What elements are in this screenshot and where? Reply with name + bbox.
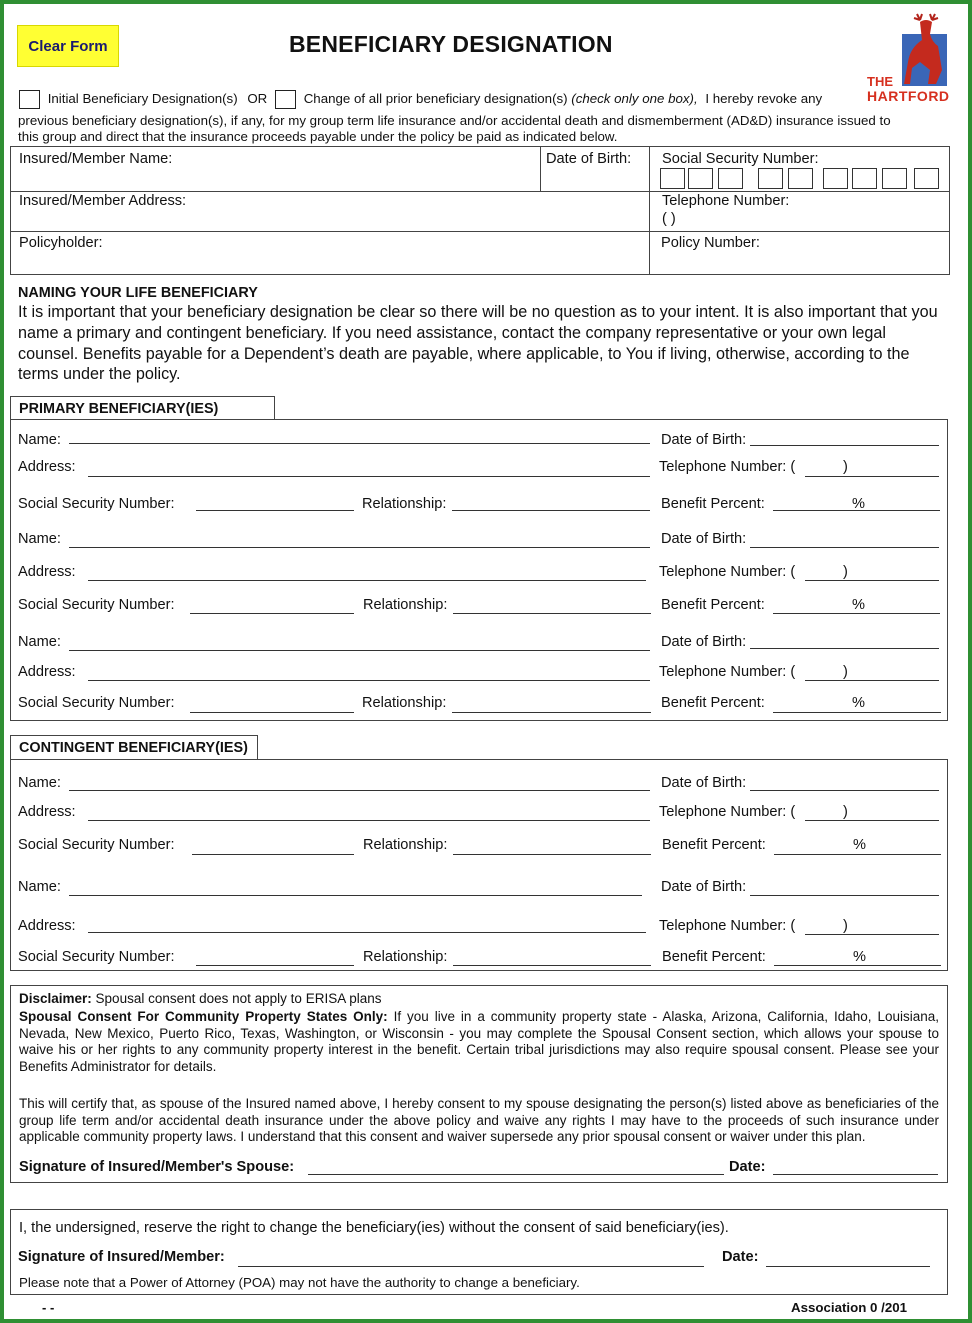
primary-2-dob-input[interactable]	[750, 547, 939, 548]
contingent-2-dob-input[interactable]	[750, 895, 939, 896]
contingent-1-ssn-label: Social Security Number:	[18, 837, 175, 853]
insured-divider-1	[10, 191, 950, 192]
logo-the: THE	[867, 74, 893, 89]
primary-1-relationship-input[interactable]	[452, 510, 650, 511]
primary-2-benefit-label: Benefit Percent:	[661, 597, 765, 613]
insured-phone-label: Telephone Number:	[662, 193, 790, 209]
primary-3-phone-close: )	[843, 664, 848, 680]
primary-3-relationship-label: Relationship:	[362, 695, 447, 711]
member-date-label: Date:	[722, 1249, 759, 1265]
primary-2-relationship-label: Relationship:	[363, 597, 448, 613]
clear-form-button[interactable]: Clear Form	[17, 25, 119, 67]
primary-3-phone-input[interactable]	[805, 680, 939, 681]
contingent-1-address-input[interactable]	[88, 820, 650, 821]
contingent-2-ssn-label: Social Security Number:	[18, 949, 175, 965]
contingent-2-benefit-input[interactable]	[774, 965, 941, 966]
primary-2-ssn-input[interactable]	[190, 613, 354, 614]
contingent-2-phone-close: )	[843, 918, 848, 934]
policyholder-label: Policyholder:	[19, 235, 103, 251]
primary-2-phone-close: )	[843, 564, 848, 580]
contingent-2-ssn-input[interactable]	[196, 965, 354, 966]
primary-2-ssn-label: Social Security Number:	[18, 597, 175, 613]
primary-3-name-label: Name:	[18, 634, 61, 650]
spousal-consent-label: Spousal Consent For Community Property States Only:	[19, 1009, 388, 1024]
member-signature-input[interactable]	[238, 1266, 704, 1267]
insured-vdivider-1	[540, 146, 541, 191]
primary-box	[10, 419, 948, 721]
primary-2-name-input[interactable]	[69, 547, 650, 548]
primary-1-dob-label: Date of Birth:	[661, 432, 747, 448]
spouse-signature-input[interactable]	[308, 1174, 724, 1175]
form-title: BENEFICIARY DESIGNATION	[289, 31, 613, 57]
primary-1-phone-label: Telephone Number: (	[659, 459, 796, 475]
spouse-signature-label: Signature of Insured/Member's Spouse:	[19, 1159, 295, 1175]
primary-1-phone-close: )	[843, 459, 848, 475]
logo-hartford: HARTFORD	[867, 88, 950, 104]
primary-2-dob-label: Date of Birth:	[661, 531, 747, 547]
contingent-1-address-label: Address:	[18, 804, 76, 820]
primary-1-address-label: Address:	[18, 459, 76, 475]
primary-2-relationship-input[interactable]	[453, 613, 651, 614]
change-designation-label: Change of all prior beneficiary designation(s)	[303, 91, 568, 107]
contingent-2-phone-input[interactable]	[805, 934, 939, 935]
primary-title: PRIMARY BENEFICIARY(IES)	[10, 396, 275, 420]
spousal-consent-paragraph	[19, 1009, 939, 1075]
contingent-1-dob-label: Date of Birth:	[661, 775, 747, 791]
primary-2-name-label: Name:	[18, 531, 61, 547]
check-note: (check only one box),	[571, 91, 698, 107]
primary-2-phone-label: Telephone Number: (	[659, 564, 796, 580]
primary-2-address-input[interactable]	[88, 580, 646, 581]
intro-line-2: previous beneficiary designation(s), if any, for my group term life insurance and/or accidental death and dismemberment (AD&D) insurance issued to	[18, 113, 891, 128]
member-signature-label: Signature of Insured/Member:	[18, 1249, 225, 1265]
contingent-2-benefit-label: Benefit Percent:	[662, 949, 766, 965]
primary-3-benefit-label: Benefit Percent:	[661, 695, 765, 711]
initial-designation-checkbox[interactable]	[19, 90, 40, 109]
primary-3-dob-input[interactable]	[750, 648, 939, 649]
designation-type-row	[19, 90, 822, 109]
contingent-2-percent: %	[853, 949, 866, 965]
ssn-box-3[interactable]	[718, 168, 743, 189]
insured-address-label: Insured/Member Address:	[19, 193, 187, 209]
spouse-date-label: Date:	[729, 1159, 766, 1175]
contingent-1-benefit-label: Benefit Percent:	[662, 837, 766, 853]
contingent-1-dob-input[interactable]	[750, 790, 939, 791]
insured-name-input[interactable]	[20, 158, 532, 186]
ssn-box-5[interactable]	[788, 168, 813, 189]
disclaimer-text: Spousal consent does not apply to ERISA plans	[91, 991, 382, 1006]
primary-1-address-input[interactable]	[88, 476, 650, 477]
primary-1-percent: %	[852, 496, 865, 512]
primary-2-phone-input[interactable]	[805, 580, 939, 581]
primary-1-benefit-label: Benefit Percent:	[661, 496, 765, 512]
revoke-text: I hereby revoke any	[705, 91, 823, 107]
primary-1-relationship-label: Relationship:	[362, 496, 447, 512]
member-date-input[interactable]	[766, 1266, 930, 1267]
intro-line-3: this group and direct that the insurance proceeds payable under the policy be paid as indicated below.	[18, 129, 618, 144]
contingent-2-phone-label: Telephone Number: (	[659, 918, 796, 934]
primary-3-address-input[interactable]	[88, 680, 650, 681]
primary-2-percent: %	[852, 597, 865, 613]
footer-form-code: Association 0 /201	[791, 1300, 908, 1315]
reserve-right-text: I, the undersigned, reserve the right to change the beneficiary(ies) without the consent of said beneficiary(ies).	[19, 1220, 729, 1236]
primary-1-name-input[interactable]	[69, 443, 650, 444]
ssn-box-9[interactable]	[914, 168, 939, 189]
insured-phone-parens: ( )	[662, 211, 676, 227]
primary-3-benefit-input[interactable]	[773, 712, 941, 713]
spouse-date-input[interactable]	[773, 1174, 938, 1175]
primary-1-dob-input[interactable]	[750, 445, 939, 446]
primary-3-address-label: Address:	[18, 664, 76, 680]
contingent-1-ssn-input[interactable]	[192, 854, 354, 855]
primary-1-ssn-input[interactable]	[196, 510, 354, 511]
or-label: OR	[247, 91, 268, 107]
contingent-1-relationship-input[interactable]	[453, 854, 651, 855]
ssn-box-6[interactable]	[823, 168, 848, 189]
contingent-1-percent: %	[853, 837, 866, 853]
primary-1-phone-input[interactable]	[805, 476, 939, 477]
insured-divider-2	[10, 231, 950, 232]
primary-1-name-label: Name:	[18, 432, 61, 448]
contingent-2-relationship-label: Relationship:	[363, 949, 448, 965]
ssn-box-4[interactable]	[758, 168, 783, 189]
ssn-box-2[interactable]	[688, 168, 713, 189]
naming-body: It is important that your beneficiary designation be clear so there will be no question as to your intent. It is also important that you name a primary and contingent beneficiary. If you need assistance, contact the company representative or your own legal counsel. Benefits payable for a Dependent’s death are payable, where applicable, to You if living, otherwise, according to the terms under the policy.	[18, 303, 938, 384]
contingent-2-name-input[interactable]	[69, 895, 642, 896]
contingent-1-phone-label: Telephone Number: (	[659, 804, 796, 820]
contingent-2-relationship-input[interactable]	[453, 965, 651, 966]
contingent-2-name-label: Name:	[18, 879, 61, 895]
policy-number-label: Policy Number:	[661, 235, 760, 251]
contingent-1-relationship-label: Relationship:	[363, 837, 448, 853]
footer-left: - -	[42, 1300, 55, 1315]
certify-paragraph: This will certify that, as spouse of the Insured named above, I hereby consent to my spouse designating the person(s) listed above as beneficiaries of the group life term and/or accidental death insurance under the above policy and waive any rights I may have to the proceeds of such insurance under applicable community property laws. I understand that this consent and waiver supersede any prior spousal consent or waiver under this plan.	[19, 1096, 939, 1144]
poa-note: Please note that a Power of Attorney (POA) may not have the authority to change a beneficiary.	[19, 1275, 580, 1290]
primary-3-name-input[interactable]	[69, 650, 650, 651]
change-designation-checkbox[interactable]	[275, 90, 296, 109]
primary-3-percent: %	[852, 695, 865, 711]
primary-2-address-label: Address:	[18, 564, 76, 580]
primary-3-relationship-input[interactable]	[452, 712, 651, 713]
primary-3-ssn-input[interactable]	[190, 712, 354, 713]
insured-ssn-label: Social Security Number:	[662, 151, 819, 167]
primary-3-phone-label: Telephone Number: (	[659, 664, 796, 680]
contingent-1-name-label: Name:	[18, 775, 61, 791]
primary-1-ssn-label: Social Security Number:	[18, 496, 175, 512]
ssn-box-8[interactable]	[882, 168, 907, 189]
ssn-box-1[interactable]	[660, 168, 685, 189]
contingent-1-phone-input[interactable]	[805, 820, 939, 821]
ssn-box-7[interactable]	[852, 168, 877, 189]
disclaimer-label: Disclaimer:	[19, 991, 92, 1006]
contingent-1-benefit-input[interactable]	[774, 854, 941, 855]
disclaimer-line	[19, 991, 939, 1008]
insured-vdivider-2	[649, 146, 650, 275]
contingent-title: CONTINGENT BENEFICIARY(IES)	[10, 735, 258, 760]
contingent-1-phone-close: )	[843, 804, 848, 820]
contingent-2-address-input[interactable]	[88, 932, 646, 933]
contingent-2-dob-label: Date of Birth:	[661, 879, 747, 895]
initial-designation-label: Initial Beneficiary Designation(s)	[47, 91, 238, 107]
contingent-2-address-label: Address:	[18, 918, 76, 934]
contingent-1-name-input[interactable]	[69, 790, 650, 791]
primary-3-ssn-label: Social Security Number:	[18, 695, 175, 711]
primary-3-dob-label: Date of Birth:	[661, 634, 747, 650]
insured-dob-label: Date of Birth:	[546, 151, 632, 167]
hartford-logo	[862, 12, 954, 108]
spousal-consent-text: If you live in a community property state - Alaska, Arizona, California, Idaho, Louisiana, Nevada, New Mexico, Puerto Rico, Texas, Washington, or Wisconsin - you may complete the Spousal Consent section, which allows your spouse to waive his or her rights to any community property interest in the benefit. Certain tribal jurisdictions may also require spousal consent. Please see your Benefits Administrator for details.	[19, 1009, 939, 1074]
primary-2-benefit-input[interactable]	[773, 613, 940, 614]
naming-title: NAMING YOUR LIFE BENEFICIARY	[18, 285, 258, 301]
insured-name-label: Insured/Member Name:	[19, 151, 173, 167]
